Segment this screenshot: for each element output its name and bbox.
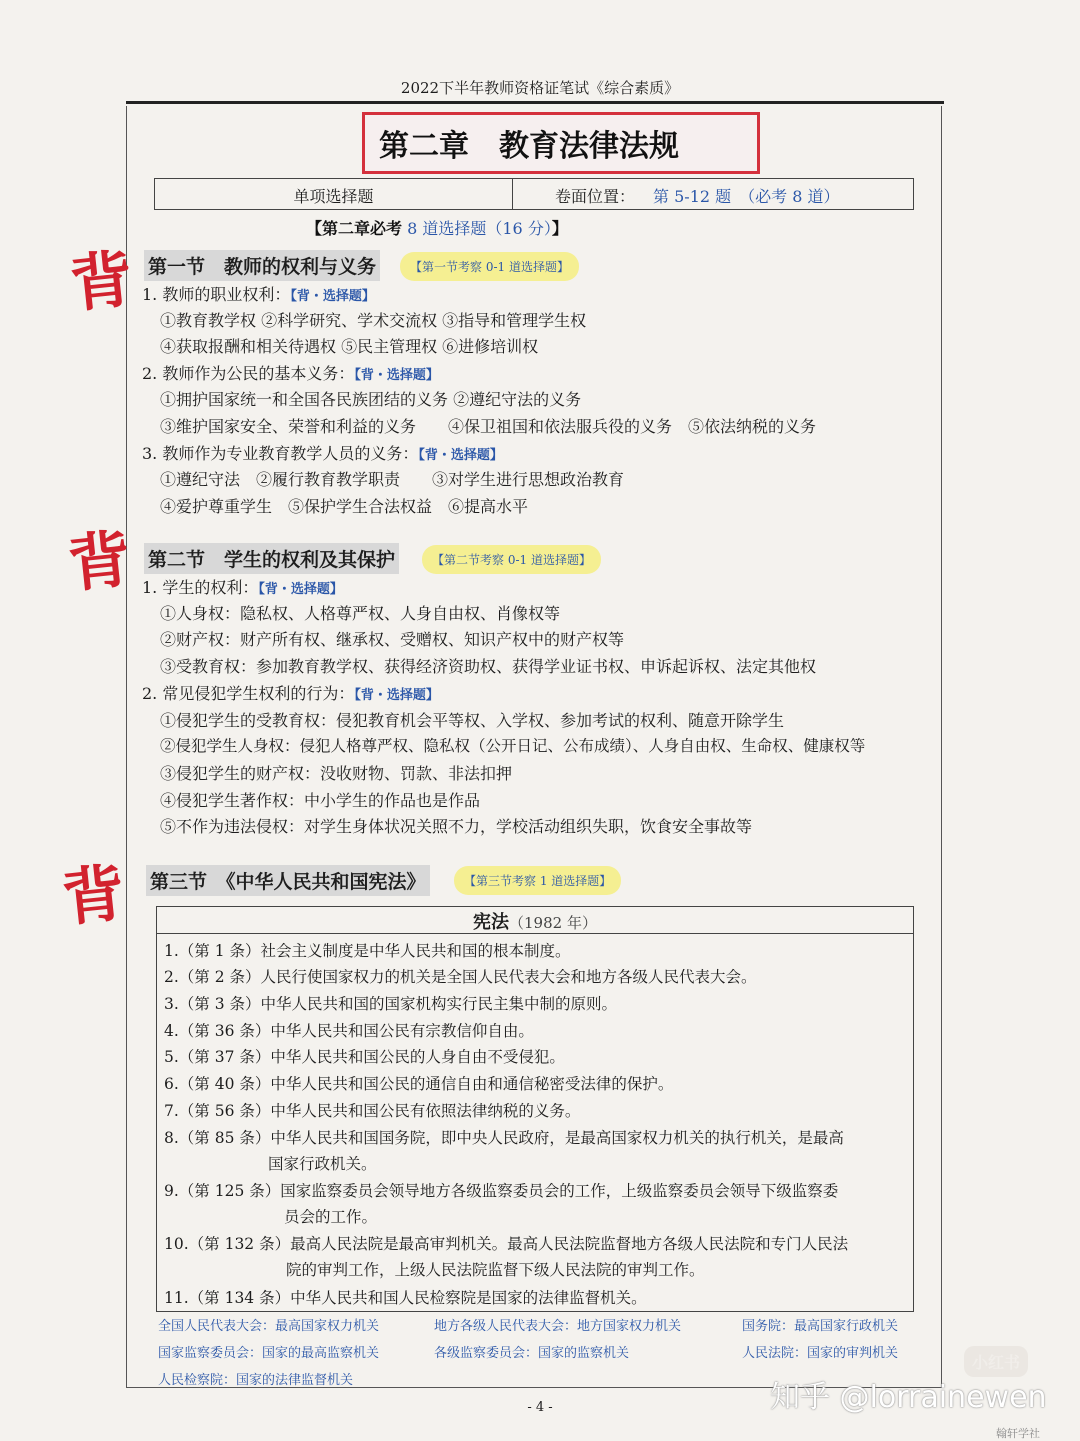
s1-heading-2: 2. 教师作为公民的基本义务：【背・选择题】 [142, 364, 439, 383]
position-label: 卷面位置： [555, 187, 636, 206]
footnote-5: 各级监察委员会：国家的监察机关 [434, 1346, 630, 1361]
article-8: 8.（第 85 条）中华人民共和国国务院，即中央人民政府，是最高国家权力机关的执行机关，是最高 [164, 1129, 844, 1147]
header-rule [126, 101, 944, 104]
s1-line-5: ①遵纪守法 ②履行教育教学职责 ③对学生进行思想政治教育 [160, 470, 625, 489]
s1-line-3: ①拥护国家统一和全国各民族团结的义务 ②遵纪守法的义务 [160, 390, 582, 409]
article-4: 4.（第 36 条）中华人民共和国公民有宗教信仰自由。 [164, 1022, 534, 1040]
s2-line-3: ③受教育权：参加教育教学权、获得经济资助权、获得学业证书权、申诉起诉权、法定其他权 [160, 657, 817, 676]
position-value: 第 5-12 题 （必考 8 道） [653, 187, 840, 206]
s2-line-1: ①人身权：隐私权、人格尊严权、人身自由权、肖像权等 [160, 604, 561, 623]
section-1-title: 第一节 教师的权利与义务 [144, 250, 380, 281]
footnote-3: 国务院：最高国家行政机关 [742, 1319, 899, 1334]
s2-heading-1: 1. 学生的权利：【背・选择题】 [142, 578, 343, 597]
s1-heading-3: 3. 教师作为专业教育教学人员的义务：【背・选择题】 [142, 444, 503, 463]
margin-mark-3: 背 [58, 855, 129, 936]
footnote-7: 人民检察院：国家的法律监督机关 [158, 1373, 354, 1388]
article-3: 3.（第 3 条）中华人民共和国的国家机构实行民主集中制的原则。 [164, 995, 618, 1013]
footnote-6: 人民法院：国家的审判机关 [742, 1346, 899, 1361]
s2-line-8: ⑤不作为违法侵权：对学生身体状况关照不力，学校活动组织失职，饮食安全事故等 [160, 817, 753, 836]
s2-heading-2: 2. 常见侵犯学生权利的行为：【背・选择题】 [142, 684, 439, 703]
must-note: 【第二章必考 8 道选择题（16 分）】 [306, 219, 568, 238]
s1-line-6: ④爱护尊重学生 ⑤保护学生合法权益 ⑥提高水平 [160, 497, 529, 516]
section-3-title: 第三节 《中华人民共和国宪法》 [146, 865, 430, 896]
section-1-pill: 【第一节考察 0-1 道选择题】 [400, 252, 579, 281]
article-5: 5.（第 37 条）中华人民共和国公民的人身自由不受侵犯。 [164, 1048, 565, 1066]
header-title: 2022下半年教师资格证笔试《综合素质》 [400, 79, 680, 97]
position-cell [513, 179, 913, 209]
article-7: 7.（第 56 条）中华人民共和国公民有依照法律纳税的义务。 [164, 1102, 581, 1120]
section-2-title: 第二节 学生的权利及其保护 [144, 543, 399, 574]
zhihu-watermark: 知乎 @lorrainewen [770, 1380, 1047, 1415]
article-6: 6.（第 40 条）中华人民共和国公民的通信自由和通信秘密受法律的保护。 [164, 1075, 674, 1093]
article-11: 11.（第 134 条）中华人民共和国人民检察院是国家的法律监督机关。 [164, 1289, 647, 1307]
xiaohongshu-watermark: 小红书 [964, 1346, 1028, 1377]
s1-line-1: ①教育教学权 ②科学研究、学术交流权 ③指导和管理学生权 [160, 311, 587, 330]
s1-line-2: ④获取报酬和相关待遇权 ⑤民主管理权 ⑥进修培训权 [160, 337, 539, 356]
article-10: 10.（第 132 条）最高人民法院是最高审判机关。最高人民法院监督地方各级人民法院和专门人民法 [164, 1235, 849, 1253]
article-9: 9.（第 125 条）国家监察委员会领导地方各级监察委员会的工作，上级监察委员会领导下级监察委 [164, 1182, 839, 1200]
margin-mark-1: 背 [66, 241, 137, 322]
article-2: 2.（第 2 条）人民行使国家权力的机关是全国人民代表大会和地方各级人民代表大会。 [164, 968, 757, 986]
s2-line-2: ②财产权：财产所有权、继承权、受赠权、知识产权中的财产权等 [160, 630, 625, 649]
s2-line-4: ①侵犯学生的受教育权：侵犯教育机会平等权、入学权、参加考试的权利、随意开除学生 [160, 711, 785, 730]
article-8-cont: 国家行政机关。 [268, 1155, 377, 1173]
info-bar [154, 178, 914, 210]
s1-heading-1: 1. 教师的职业权利：【背・选择题】 [142, 285, 375, 304]
constitution-header: 宪法（1982 年） [157, 908, 913, 934]
question-type: 单项选择题 [155, 179, 513, 209]
footnote-4: 国家监察委员会：国家的最高监察机关 [158, 1346, 380, 1361]
margin-mark-2: 背 [64, 521, 135, 602]
footnote-2: 地方各级人民代表大会：地方国家权力机关 [434, 1319, 682, 1334]
article-10-cont: 院的审判工作，上级人民法院监督下级人民法院的审判工作。 [286, 1261, 705, 1279]
section-3-pill: 【第三节考察 1 道选择题】 [454, 866, 621, 895]
s2-line-7: ④侵犯学生著作权：中小学生的作品也是作品 [160, 791, 481, 810]
section-2-pill: 【第二节考察 0-1 道选择题】 [422, 545, 601, 574]
s1-line-4: ③维护国家安全、荣誉和利益的义务 ④保卫祖国和依法服兵役的义务 ⑤依法纳税的义务 [160, 417, 817, 436]
page-number: - 4 - [527, 1400, 553, 1415]
chapter-title: 第二章 教育法律法规 [362, 112, 760, 174]
s2-line-6: ③侵犯学生的财产权：没收财物、罚款、非法扣押 [160, 764, 513, 783]
s2-line-5: ②侵犯学生人身权：侵犯人格尊严权、隐私权（公开日记、公布成绩）、人身自由权、生命权、健康权等 [160, 737, 866, 755]
footnote-1: 全国人民代表大会：最高国家权力机关 [158, 1319, 380, 1334]
article-1: 1.（第 1 条）社会主义制度是中华人民共和国的根本制度。 [164, 942, 571, 960]
small-watermark: 翰轩学社 [996, 1427, 1040, 1440]
article-9-cont: 员会的工作。 [284, 1208, 378, 1226]
